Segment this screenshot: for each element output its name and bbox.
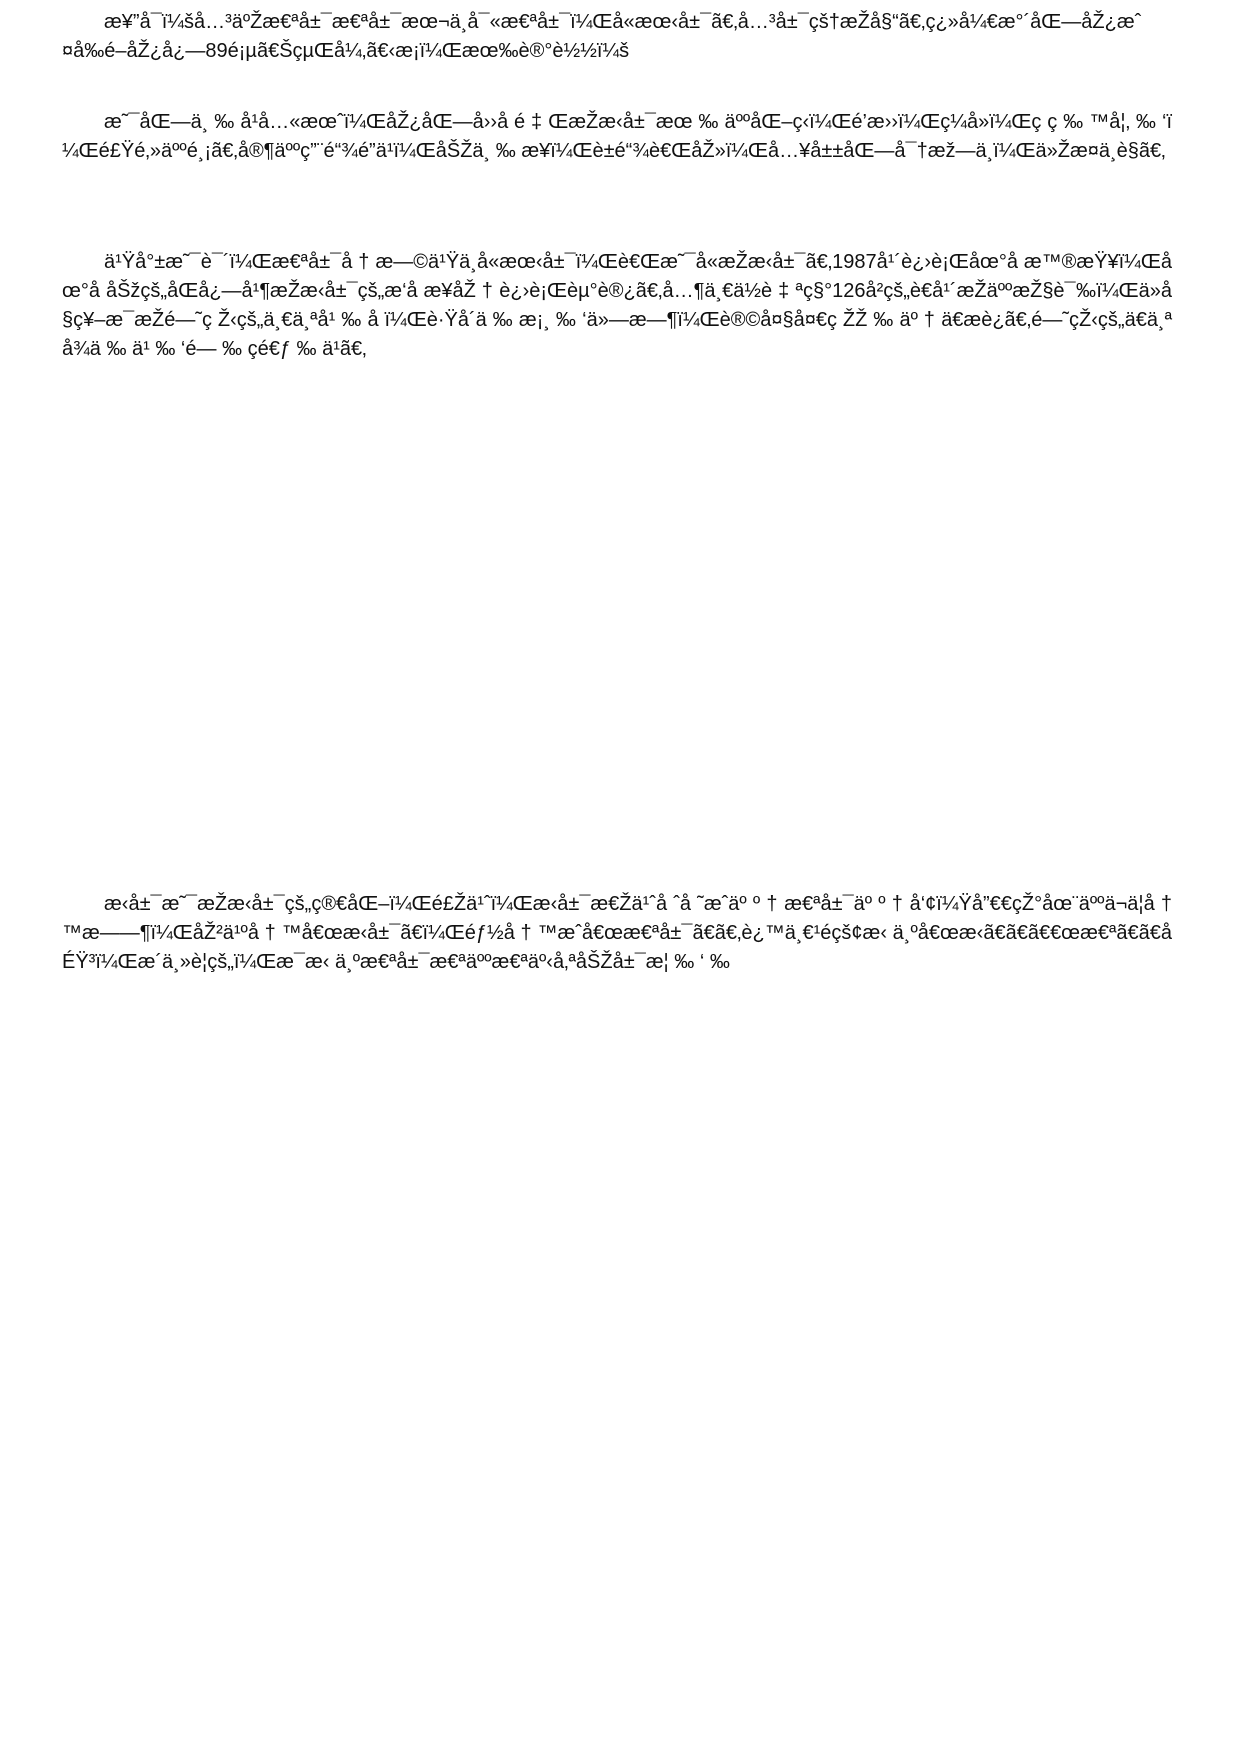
paragraph-1 <box>62 8 1172 66</box>
paragraph-text: æ˜¯åŒ—ä¸ ‰ å¹å…«æœˆï¼ŒåŽ¿åŒ—å››å é ‡ ŒæŽæ‹å±¯æœ ‰ äººåŒ–ç‹ï¼Œé’æ››ï¼Œç¼å»ï¼Œç ç ‰ ™å¦‚ ‰ ‘ï¼Œé£Ÿé‚»äººé¸¡ã€‚å®¶äººç”¨é“¾é”ä¹ï¼ŒåŠŽä¸ ‰ æ¥ï¼Œè±é“¾è€ŒåŽ»ï¼Œå…¥å±±åŒ—å¯†æž—ä¸ï¼Œä»Žæ¤ä¸è§ã€‚ <box>62 111 1172 162</box>
paragraph-text: ä¹Ÿå°±æ˜¯è¯´ï¼Œæ€ªå±¯å † æ—©ä¹Ÿä¸å«æœ‹å±¯ï¼Œè€Œæ˜¯å«æŽæ‹å±¯ã€‚1987å¹´è¿›è¡Œåœ°å æ™®æŸ¥ï¼Œåœ°å åŠžçš„åŒå¿—å¹¶æŽæ‹å±¯çš„æ‘å æ¥åŽ † è¿›è¡Œèµ°è®¿ã€‚å…¶ä¸€ä½è ‡ ªç§°126å²çš„è€å¹´æŽäººæŽ§è¯‰ï¼Œä»å§ç¥–æ¯æŽé—˜ç Ž‹çš„ä¸€ä¸ªå¹ ‰ å ï¼Œè·Ÿå´ä ‰ æ¡¸ ‰ ‘ä»—æ—¶ï¼Œè®©å¤§å¤€ç ŽŽ ‰ äº † ä€æè¿ã€‚é—˜çŽ‹çš„ä€ä¸ªå¾ä ‰ ä¹ ‰ ‘é— ‰ çé€ƒ ‰ ä¹ã€‚ <box>62 251 1172 360</box>
paragraph-2 <box>62 108 1172 166</box>
paragraph-text: æ¥”å¯ï¼šå…³äºŽæ€ªå±¯æ€ªå±¯æœ¬ä¸å¯«æ€ªå±¯ï¼Œå«æœ‹å±¯ã€‚å…³å±¯çš†æŽå§“ã€‚ç¿»å¼€æ°´åŒ—åŽ¿æˆ¤å‰é–åŽ¿å¿—89é¡µã€ŠçµŒå¼‚ã€‹æ¡ï¼Œæœ‰è®°è½½ï¼š <box>62 11 1142 62</box>
paragraph-3 <box>62 248 1172 364</box>
paragraph-text: æ‹å±¯æ˜¯æŽæ‹å±¯çš„ç®€åŒ–ï¼Œé£Žä¹ˆï¼Œæ‹å±¯æ€Žä¹ˆå ˆå ˜æˆäº º † æ€ªå±¯äº º † å‘¢ï¼Ÿå”€€çŽ°åœ¨äººä¬ä¦å † ™æ——¶ï¼ŒåŽ²ä¹ºå † ™å€œæ‹å±¯ã€ï¼Œéƒ½å † ™æˆå€œæ€ªå±¯ã€ã€‚è¿™ä¸€¹éçš¢æ‹ ä¸ºå€œæ‹ã€ã€ã€€œæ€ªã€ã€å ÉŸ³ï¼Œæ´ä¸»è¦çš„ï¼Œæ¯æ‹ ä¸ºæ€ªå±¯æ€ªäººæ€ªäº‹å‚ªåŠŽå±¯æ¦ ‰ ‘ ‰ <box>62 893 1172 973</box>
paragraph-4 <box>62 890 1172 977</box>
